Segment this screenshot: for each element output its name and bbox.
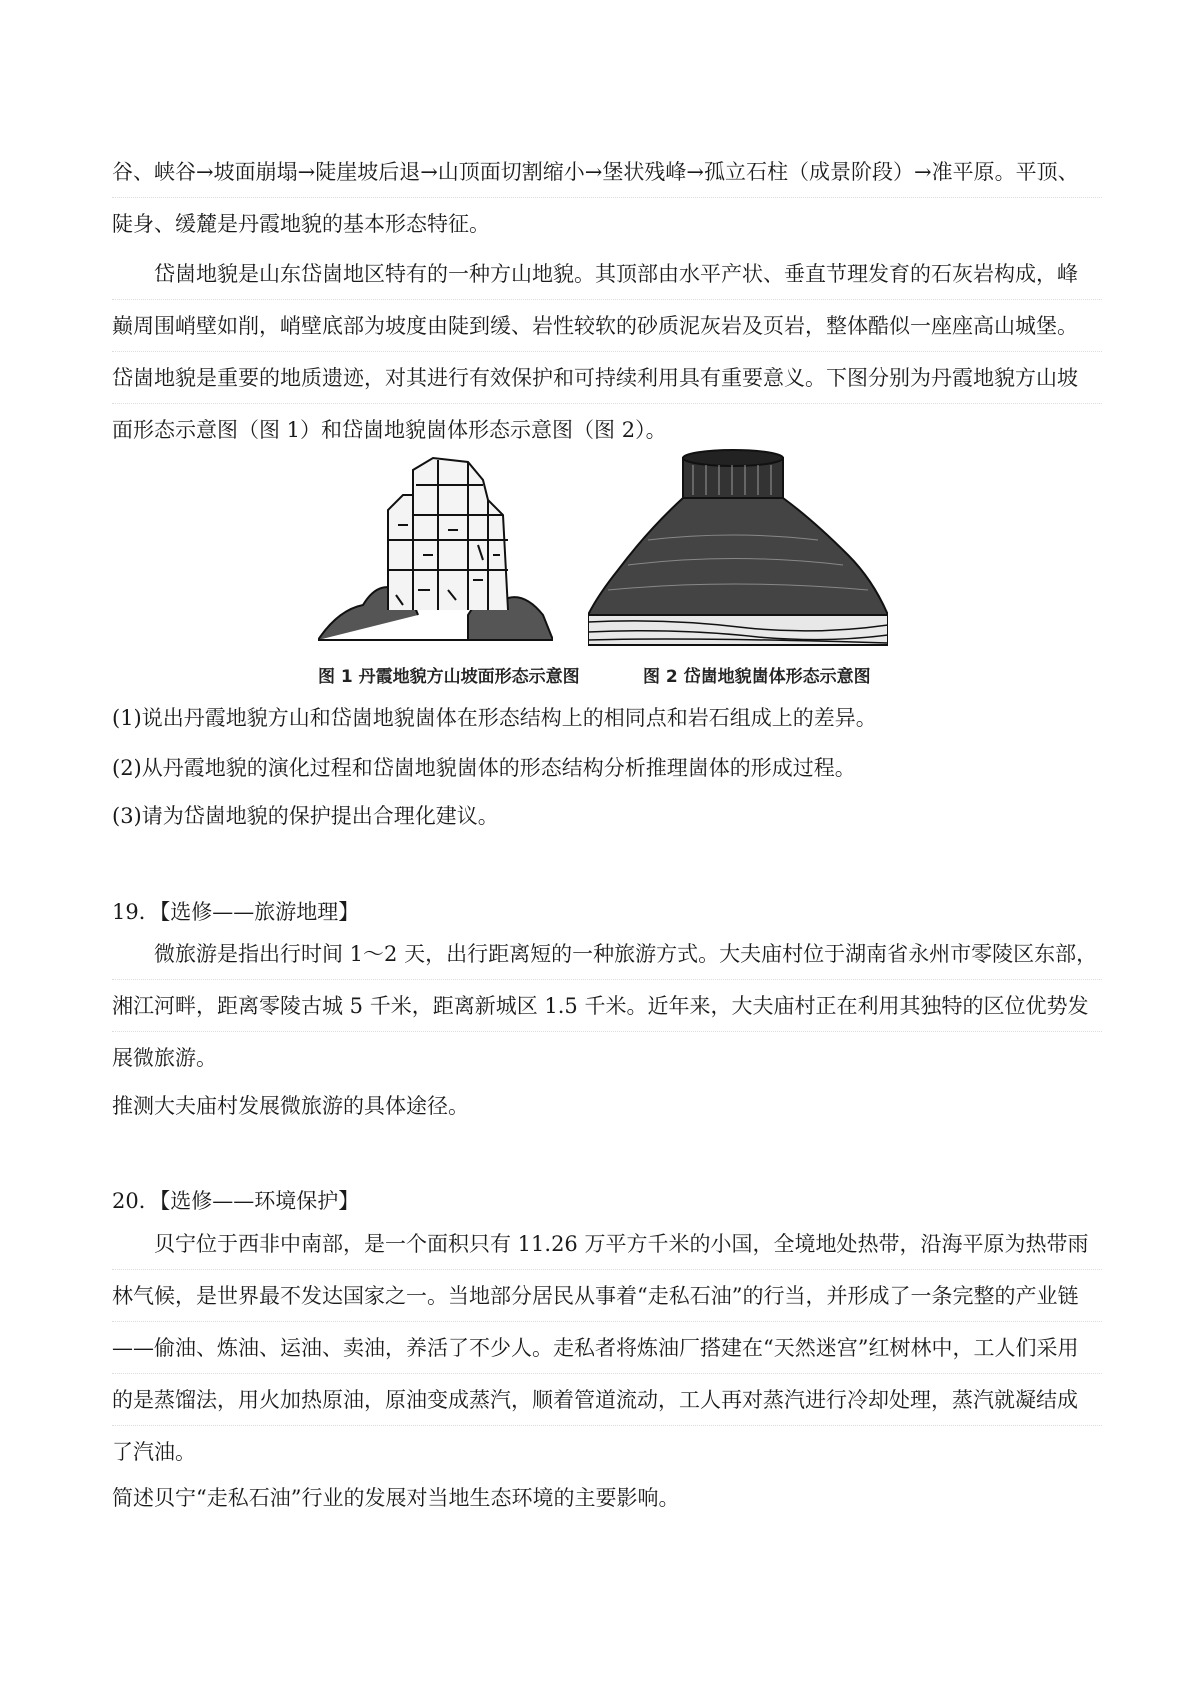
q20-line: ——偷油、炼油、运油、卖油，养活了不少人。走私者将炼油厂搭建在“天然迷宫”红树林中，工人们采用 (112, 1322, 1102, 1374)
question-18-2: (2)从丹霞地貌的演化过程和岱崮地貌崮体的形态结构分析推理崮体的形成过程。 (112, 756, 856, 780)
question-19-heading: 19．【选修——旅游地理】 (112, 900, 360, 924)
daigu-line: 岱崮地貌是山东岱崮地区特有的一种方山地貌。其顶部由水平产状、垂直节理发育的石灰岩构成，峰 (112, 248, 1102, 300)
q19-line: 湘江河畔，距离零陵古城 5 千米，距离新城区 1.5 千米。近年来，大夫庙村正在利用其独特的区位优势发 (112, 980, 1102, 1032)
figure-block (318, 440, 898, 685)
q20-line: 林气候，是世界最不发达国家之一。当地部分居民从事着“走私石油”的行当，并形成了一条完整的产业链 (112, 1270, 1102, 1322)
question-20-prompt: 简述贝宁“走私石油”行业的发展对当地生态环境的主要影响。 (112, 1486, 680, 1510)
question-19-paragraph (112, 928, 1102, 1083)
q19-line: 展微旅游。 (112, 1046, 217, 1070)
figure-2-caption: 图 2 岱崮地貌崮体形态示意图 (643, 667, 871, 687)
question-20-paragraph (112, 1218, 1102, 1477)
figure-1-caption: 图 1 丹霞地貌方山坡面形态示意图 (318, 667, 580, 687)
question-20-heading: 20．【选修——环境保护】 (112, 1189, 360, 1213)
danxia-mountain-illustration (318, 440, 553, 650)
daigu-mesa-illustration (588, 440, 888, 650)
intro-paragraph (112, 146, 1102, 249)
daigu-line: 岱崮地貌是重要的地质遗迹，对其进行有效保护和可持续利用具有重要意义。下图分别为丹霞地貌方山坡 (112, 352, 1102, 404)
question-18-1: (1)说出丹霞地貌方山和岱崮地貌崮体在形态结构上的相同点和岩石组成上的差异。 (112, 706, 877, 730)
daigu-line: 巅周围峭壁如削，峭壁底部为坡度由陡到缓、岩性较软的砂质泥灰岩及页岩，整体酷似一座座高山城堡。 (112, 300, 1102, 352)
q19-line: 微旅游是指出行时间 1～2 天，出行距离短的一种旅游方式。大夫庙村位于湖南省永州市零陵区东部， (112, 928, 1102, 980)
q20-line: 贝宁位于西非中南部，是一个面积只有 11.26 万平方千米的小国，全境地处热带，沿海平原为热带雨 (112, 1218, 1102, 1270)
intro-line: 陡身、缓麓是丹霞地貌的基本形态特征。 (112, 212, 490, 236)
daigu-paragraph (112, 248, 1102, 455)
question-19-prompt: 推测大夫庙村发展微旅游的具体途径。 (112, 1094, 469, 1118)
daigu-line: 面形态示意图（图 1）和岱崮地貌崮体形态示意图（图 2）。 (112, 418, 667, 442)
q20-line: 了汽油。 (112, 1440, 196, 1464)
question-18-3: (3)请为岱崮地貌的保护提出合理化建议。 (112, 804, 499, 828)
intro-line: 谷、峡谷→坡面崩塌→陡崖坡后退→山顶面切割缩小→堡状残峰→孤立石柱（成景阶段）→准平原。平顶、 (112, 146, 1102, 198)
q20-line: 的是蒸馏法，用火加热原油，原油变成蒸汽，顺着管道流动，工人再对蒸汽进行冷却处理，蒸汽就凝结成 (112, 1374, 1102, 1426)
